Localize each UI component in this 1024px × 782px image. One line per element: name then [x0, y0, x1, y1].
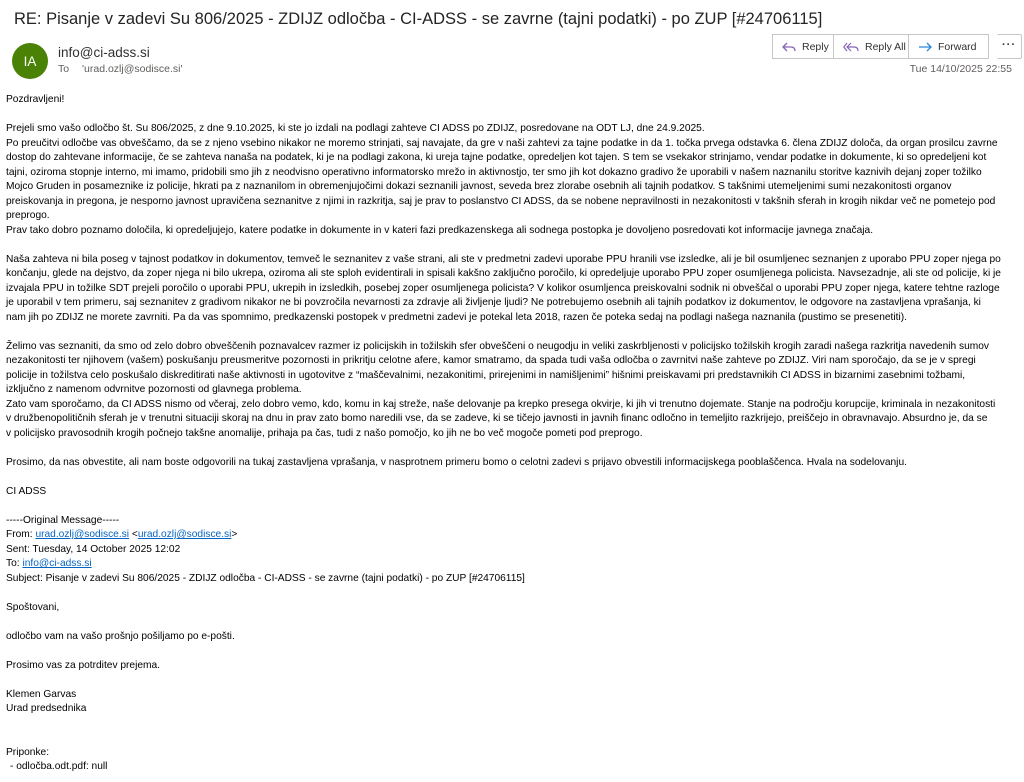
paragraph-1-line: dostop do zahtevane informacije, če se zahteva nanaša na podatek, ki je na podlagi zakona, ki ureja tajne podatke, opredeljen kot tajen. S tem se vsekakor strinjamo, vendar podatke in dokumente, ki so opredeljeni kot [6, 152, 987, 163]
from-link[interactable]: urad.ozlj@sodisce.si [35, 529, 130, 540]
reply-label: Reply [802, 40, 829, 53]
to-label-original: To: [6, 558, 20, 569]
paragraph-2-line: končanju, glede na dejstvo, da zoper njega ni bilo ukrepa, oziroma ali ste sploh evidentirali in spisali kakšno zaključno poročilo, ki opredeljuje uporabo PPU zoper osumljenega policista. Navsezadnje, ali ste od policije, ki je [6, 268, 1001, 279]
attachment-item[interactable]: - odločba.odt.pdf: null [10, 761, 108, 772]
forward-label: Forward [938, 40, 977, 53]
paragraph-3-line: Želimo vas seznaniti, da smo od zelo dobro obveščenih poznavalcev razmer iz policijskih in tožilskih sfer obveščeni o neugodju in veliki zaskrbljenosti v policijsko tožilskih krogih zaradi našega razkritja navedenih sumov [6, 340, 990, 352]
reply-button[interactable] [772, 34, 834, 59]
reply-all-label: Reply All [865, 40, 906, 53]
signature: CI ADSS [6, 485, 47, 497]
paragraph-4: Prosimo, da nas obvestite, ali nam boste odgovorili na tukaj zastavljena vprašanja, v nasprotnem primeru bomo o celotni zadevi s prijavo obvestili informacijskega pooblaščenca. Hvala na sodelovanju. [6, 456, 907, 468]
reply-all-button[interactable] [834, 34, 909, 59]
to-link[interactable]: info@ci-adss.si [22, 558, 92, 569]
original-line-2: Prosimo vas za potrditev prejema. [6, 659, 161, 671]
paragraph-1-line: Prejeli smo vašo odločbo št. Su 806/2025, z dne 9.10.2025, ki ste jo izdali na podlagi zahteve CI ADSS po ZDIJZ, posredovane na ODT LJ, dne 24.9.2025. [6, 123, 705, 134]
from-label: From: [6, 529, 33, 540]
original-sender-name: Klemen Garvas [6, 688, 77, 700]
forward-arrow-icon [918, 41, 932, 53]
paragraph-2-line: izvajala PPU in tožilke SDT prejeli poročilo o uporabi PPU, ukrepih in izsledkih, posebej zoper osumljenega policista? V kolikor osumljenca preiskovalni sodnik ni obveščal o uporabi PPU zoper njega, katere tehtne razloge [6, 282, 1000, 294]
original-subject-line: Subject: Pisanje v zadevi Su 806/2025 - ZDIJZ odločba - CI-ADSS - se zavrne (tajni podatki) - po ZUP [#24706115] [6, 572, 525, 584]
original-to-line [6, 557, 1012, 572]
recipient-row [58, 63, 182, 75]
paragraph-3-line: nezakonitosti ter njihovem (vašem) poskušanju preusmeritve pozornosti in prikritju celotne afere, kamor smatramo, da spada tudi vaša odločba o zavrnitvi naše zahteve po ZDIJZ. Viri nam sporočajo, da se je v spregi [6, 355, 976, 366]
original-sender-office: Urad predsednika [6, 703, 87, 714]
from-email-link[interactable]: urad.ozlj@sodisce.si [137, 529, 232, 540]
sender-avatar[interactable]: IA [12, 43, 48, 79]
paragraph-3-line: v družbenopolitičnih sferah je v trenutni situaciji skoraj na dnu in prav zato bomo naredili vse, da se zadeve, ki se tičejo javnosti in javnih financ odločno in temeljito razkrijejo, preiščejo in obravnavajo. Absurdno je, da se [6, 413, 988, 424]
sender-address[interactable]: info@ci-adss.si [58, 45, 150, 60]
paragraph-1-line: tajni, oziroma stopnje interno, mi imamo, pridobili smo jih z neodvisno operativno informatorsko mrežo in aktivnostjo, ter smo jih kot dokazno gradivo že uporabili v našem naznanilu storitve kaznivih dejanj zoper tožilko [6, 166, 982, 178]
paragraph-1-line: Prav tako dobro poznamo določila, ki opredeljujejo, katere podatke in dokumente in v kateri fazi predkazenskega ali sodnega postopka je dovoljeno posredovati kot informacije javnega značaja. [6, 224, 874, 236]
to-label: To [58, 63, 70, 75]
paragraph-1-line: Po preučitvi odločbe vas obveščamo, da se z njeno vsebino nikakor ne moremo strinjati, saj navajate, da gre v naši zahtevi za tajne podatke in da 1. točka prvega odstavka 6. člena ZDIJZ določa, da organ prosilcu zavrne [6, 137, 998, 149]
paragraph-3-line: izključno z namenom odvrnitve pozornosti od glavnega problema. [6, 384, 302, 395]
greeting: Pozdravljeni! [6, 94, 65, 105]
sent-date: Tue 14/10/2025 22:55 [909, 63, 1012, 75]
paragraph-3-line: v policijsko pravosodnih krogih počnejo takšne anomalije, prihaja pa čas, tudi z našo pomočjo, ko jih ne bo več mogoče pometi pod preprogo. [6, 427, 643, 439]
attachments-label: Priponke: [6, 746, 50, 758]
paragraph-3-line: policije in tožilstva celo poskušalo diskreditirati naše aktivnosti in ugotovitve z “maščevalnimi, nezakonitimi, prirejenimi in namišljenimi” hišnimi preiskavami pri predstavnikih CI ADSS in bizarnimi zasebnimi tožbami, [6, 369, 966, 381]
reply-arrow-icon [782, 41, 796, 53]
paragraph-1-line: preprogo. [6, 210, 50, 221]
message-body [6, 93, 1012, 775]
paragraph-1-line: preiskovanja in pregona, je nesporno javnost upravičena seznanitve z njimi in razkritja, saj je prav to poslanstvo CI ADSS, da se nobene nepravilnosti in nezakonitosti v takšnih sferah in krogih nikdar več ne pometejo pod [6, 195, 996, 207]
recipient-address[interactable]: 'urad.ozlj@sodisce.si' [82, 63, 183, 75]
paragraph-2-line: Naša zahteva ni bila poseg v tajnost podatkov in dokumentov, temveč le seznanitev z vaše strani, ali ste v predmetni zadevi uporabe PPU hranili vse izsledke, ali je bil osumljenec seznanjen z uporabo PPU zoper njega po [6, 253, 1001, 265]
paragraph-2-line: je uporabil v tem primeru, saj seznanitev z gradivom nikakor ne bi povzročila nevarnosti za zdravje ali življenje ljudi? Ne potrebujemo osebnih ali tajnih podatkov iz dokumentov, le odgovore na zastavljena vprašanja, ki [6, 297, 981, 308]
paragraph-3-line: Zato vam sporočamo, da CI ADSS nismo od včeraj, zelo dobro vemo, kdo, komu in kaj streže, naše delovanje pa krepko presega okvirje, ki jih vi trenutno dojemate. Stanje na področju korupcije, kriminala in nezakonitosti [6, 398, 996, 410]
email-subject: RE: Pisanje v zadevi Su 806/2025 - ZDIJZ odločba - CI-ADSS - se zavrne (tajni podatki) - po ZUP [#24706115] [14, 10, 823, 28]
forward-button[interactable] [909, 34, 989, 59]
original-from-line [6, 528, 1012, 543]
paragraph-2-line: nam jih po ZDIJZ ne morete zavrniti. Pa da vas spomnimo, predkazenski postopek v predmetni zadevi je potekal leta 2018, razen če poteka sedaj na podlagi našega naznanila (pustimo se presenetiti). [6, 311, 907, 323]
reply-all-arrow-icon [843, 41, 859, 53]
paragraph-1-line: Mojco Gruden in posameznike iz policije, hkrati pa z naznanilom in obremenjujočimi dokazi seznanili javnost, seveda brez zlorabe osebnih ali tajnih podatkov. S takšnimi utemeljenimi sumi nezakonitosti organov [6, 181, 952, 192]
original-greeting: Spoštovani, [6, 601, 60, 613]
message-actions [772, 34, 1022, 59]
angle-close: > [231, 529, 238, 540]
original-line-1: odločbo vam na vašo prošnjo pošiljamo po e-pošti. [6, 630, 235, 642]
original-message-header: -----Original Message----- [6, 514, 120, 526]
angle-open: < [131, 529, 138, 540]
original-sent-line: Sent: Tuesday, 14 October 2025 12:02 [6, 543, 181, 555]
more-actions-button[interactable]: ··· [997, 34, 1022, 59]
